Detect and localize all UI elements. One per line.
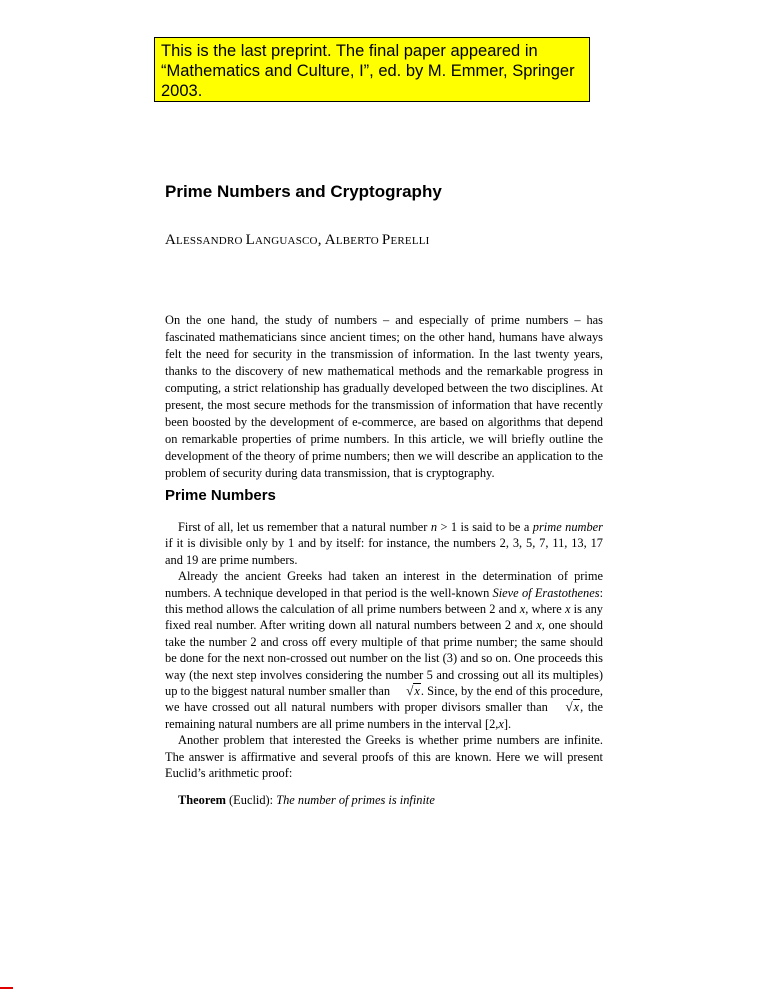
- author-line: ALESSANDRO LANGUASCO, ALBERTO PERELLI: [165, 232, 430, 248]
- paragraph-sieve: Already the ancient Greeks had taken an interest in the determination of prime numbers. A technique developed in that period is the well-known Sieve of Erastothenes: this method allows the calculation of all prime numbers between 2 and x, where x is any fixed real number. After writing down all natural numbers between 2 and x, one should take the number 2 and cross off every multiple of that prime number; the same should be done for the next non-crossed out number on the list (3) and so on. One proceeds this way (the next step involves considering the number 5 and crossing out all its multiples) up to the biggest natural number smaller than √x. Since, by the end of this procedure, we have crossed out all natural numbers with proper divisors smaller than √x, the remaining natural numbers are all prime numbers in the interval [2,x].: [165, 569, 604, 731]
- sqrt-x-expression: √x: [406, 683, 420, 699]
- paragraph-prime-definition: First of all, let us remember that a natural number n > 1 is said to be a prime number if it is divisible only by 1 and by itself: for instance, the numbers 2, 3, 5, 7, 11, 13, 17 and 19 are prime numbers.: [165, 520, 603, 567]
- paragraph-infinitude: Another problem that interested the Greeks is whether prime numbers are infinite. The answer is affirmative and several proofs of this are known. Here we will present Euclid’s arithmetic proof:: [165, 733, 603, 781]
- sqrt-x-expression: √x: [565, 699, 580, 715]
- section-heading: Prime Numbers: [165, 487, 276, 504]
- preprint-notice: [154, 37, 590, 102]
- notice-line-3: 2003.: [161, 82, 203, 100]
- body-text: [165, 519, 603, 808]
- notice-line-1: This is the last preprint. The final paper appeared in: [161, 42, 538, 60]
- theorem-statement: Theorem (Euclid): The number of primes is infinite: [178, 792, 435, 807]
- paper-title: Prime Numbers and Cryptography: [165, 182, 442, 201]
- abstract: On the one hand, the study of numbers – and especially of prime numbers – has fascinated mathematicians since ancient times; on the other hand, humans have always felt the need for security in the transmission of information. In the last twenty years, thanks to the discovery of new mathematical methods and the remarkable progress in computing, a strict relationship has gradually developed between the two disciplines. At present, the most secure methods for the transmission of information that have recently been boosted by the development of e-commerce, are based on algorithms that depend on remarkable properties of prime numbers. In this article, we will briefly outline the development of the theory of prime numbers; then we will describe an application to the problem of security during data transmission, that is cryptography.: [165, 313, 603, 480]
- page-corner-mark: [0, 987, 13, 989]
- notice-line-2: “Mathematics and Culture, I”, ed. by M. Emmer, Springer: [161, 62, 575, 80]
